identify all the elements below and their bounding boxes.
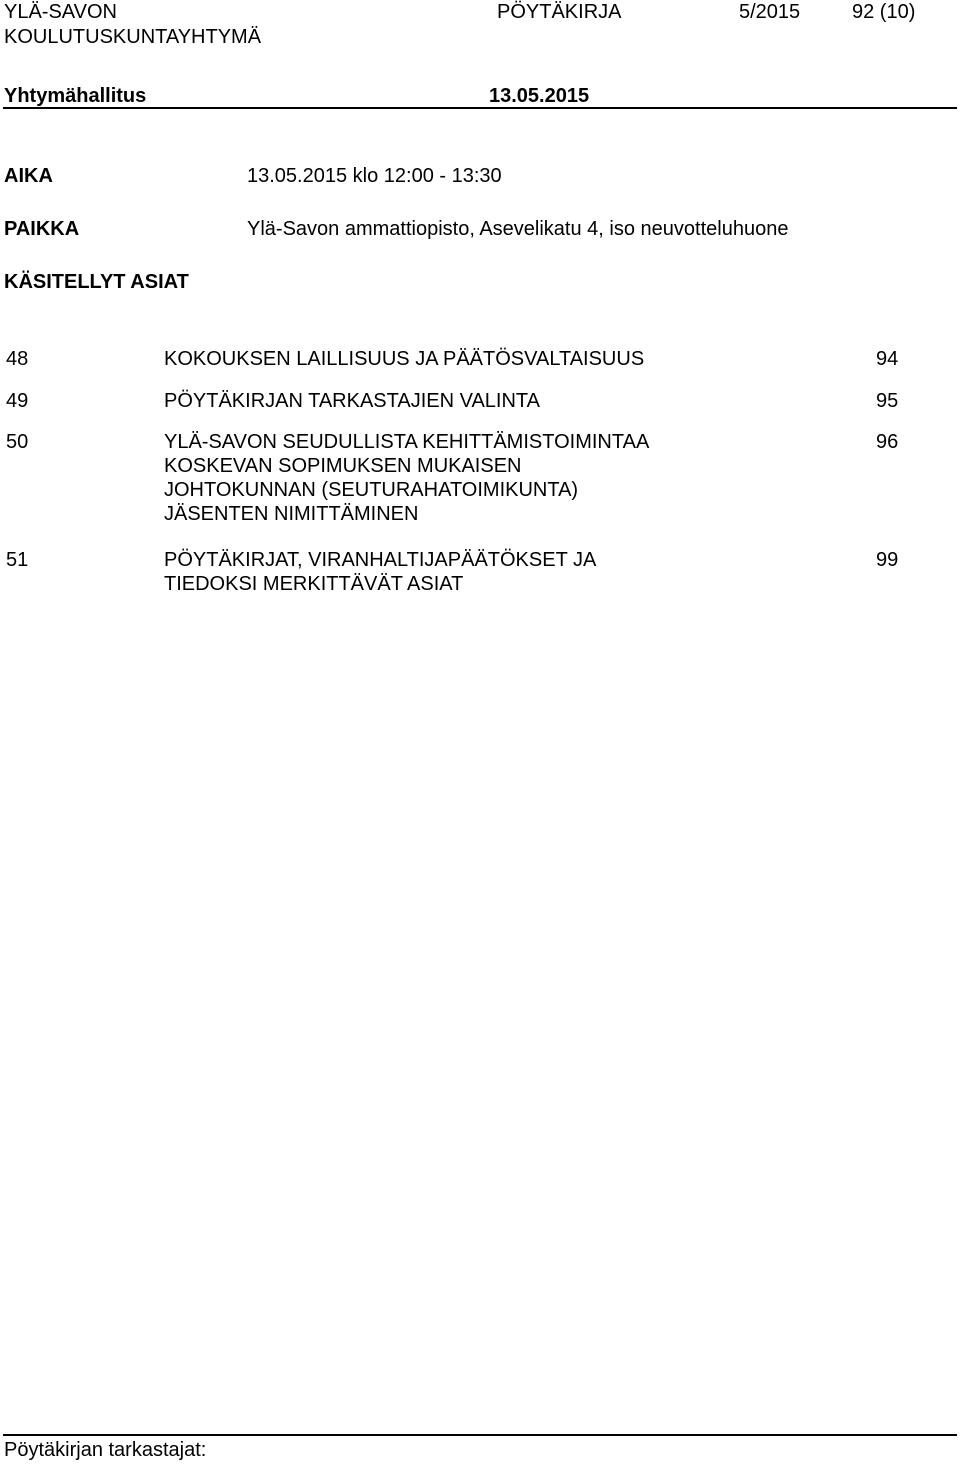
- document-type: PÖYTÄKIRJA: [497, 1, 622, 23]
- header-date: 13.05.2015: [489, 85, 590, 107]
- agenda-item-number: 51: [6, 549, 29, 571]
- agenda-item-number: 49: [6, 390, 29, 412]
- page-info: 92 (10): [852, 1, 916, 23]
- agenda-item-title: PÖYTÄKIRJAT, VIRANHALTIJAPÄÄTÖKSET JA TIEDOKSI MERKITTÄVÄT ASIAT: [164, 549, 597, 595]
- agenda-item-number: 50: [6, 431, 29, 453]
- items-heading: KÄSITELLYT ASIAT: [4, 271, 189, 293]
- governing-body-name: Yhtymähallitus: [4, 85, 147, 107]
- footer-divider: [3, 1434, 957, 1436]
- place-label: PAIKKA: [4, 218, 80, 240]
- time-value: 13.05.2015 klo 12:00 - 13:30: [247, 165, 502, 187]
- agenda-item-title: KOKOUKSEN LAILLISUUS JA PÄÄTÖSVALTAISUUS: [164, 348, 645, 370]
- agenda-item-page: 94: [876, 348, 899, 370]
- agenda-item-page: 95: [876, 390, 899, 412]
- agenda-item-title: PÖYTÄKIRJAN TARKASTAJIEN VALINTA: [164, 390, 541, 412]
- agenda-item-page: 99: [876, 549, 899, 571]
- organization-name-line2: KOULUTUSKUNTAYHTYMÄ: [4, 26, 262, 48]
- reviewers-label: Pöytäkirjan tarkastajat:: [4, 1439, 207, 1461]
- document-number: 5/2015: [739, 1, 801, 23]
- organization-name-line1: YLÄ-SAVON: [4, 1, 117, 23]
- agenda-item-number: 48: [6, 348, 29, 370]
- place-value: Ylä-Savon ammattiopisto, Asevelikatu 4, iso neuvotteluhuone: [247, 218, 789, 240]
- header-divider: [3, 107, 957, 109]
- agenda-item-title: YLÄ-SAVON SEUDULLISTA KEHITTÄMISTOIMINTAA KOSKEVAN SOPIMUKSEN MUKAISEN JOHTOKUNNAN (SEUTURAHATOIMIKUNTA) JÄSENTEN NIMITTÄMINEN: [164, 431, 650, 525]
- time-label: AIKA: [4, 165, 53, 187]
- agenda-item-page: 96: [876, 431, 899, 453]
